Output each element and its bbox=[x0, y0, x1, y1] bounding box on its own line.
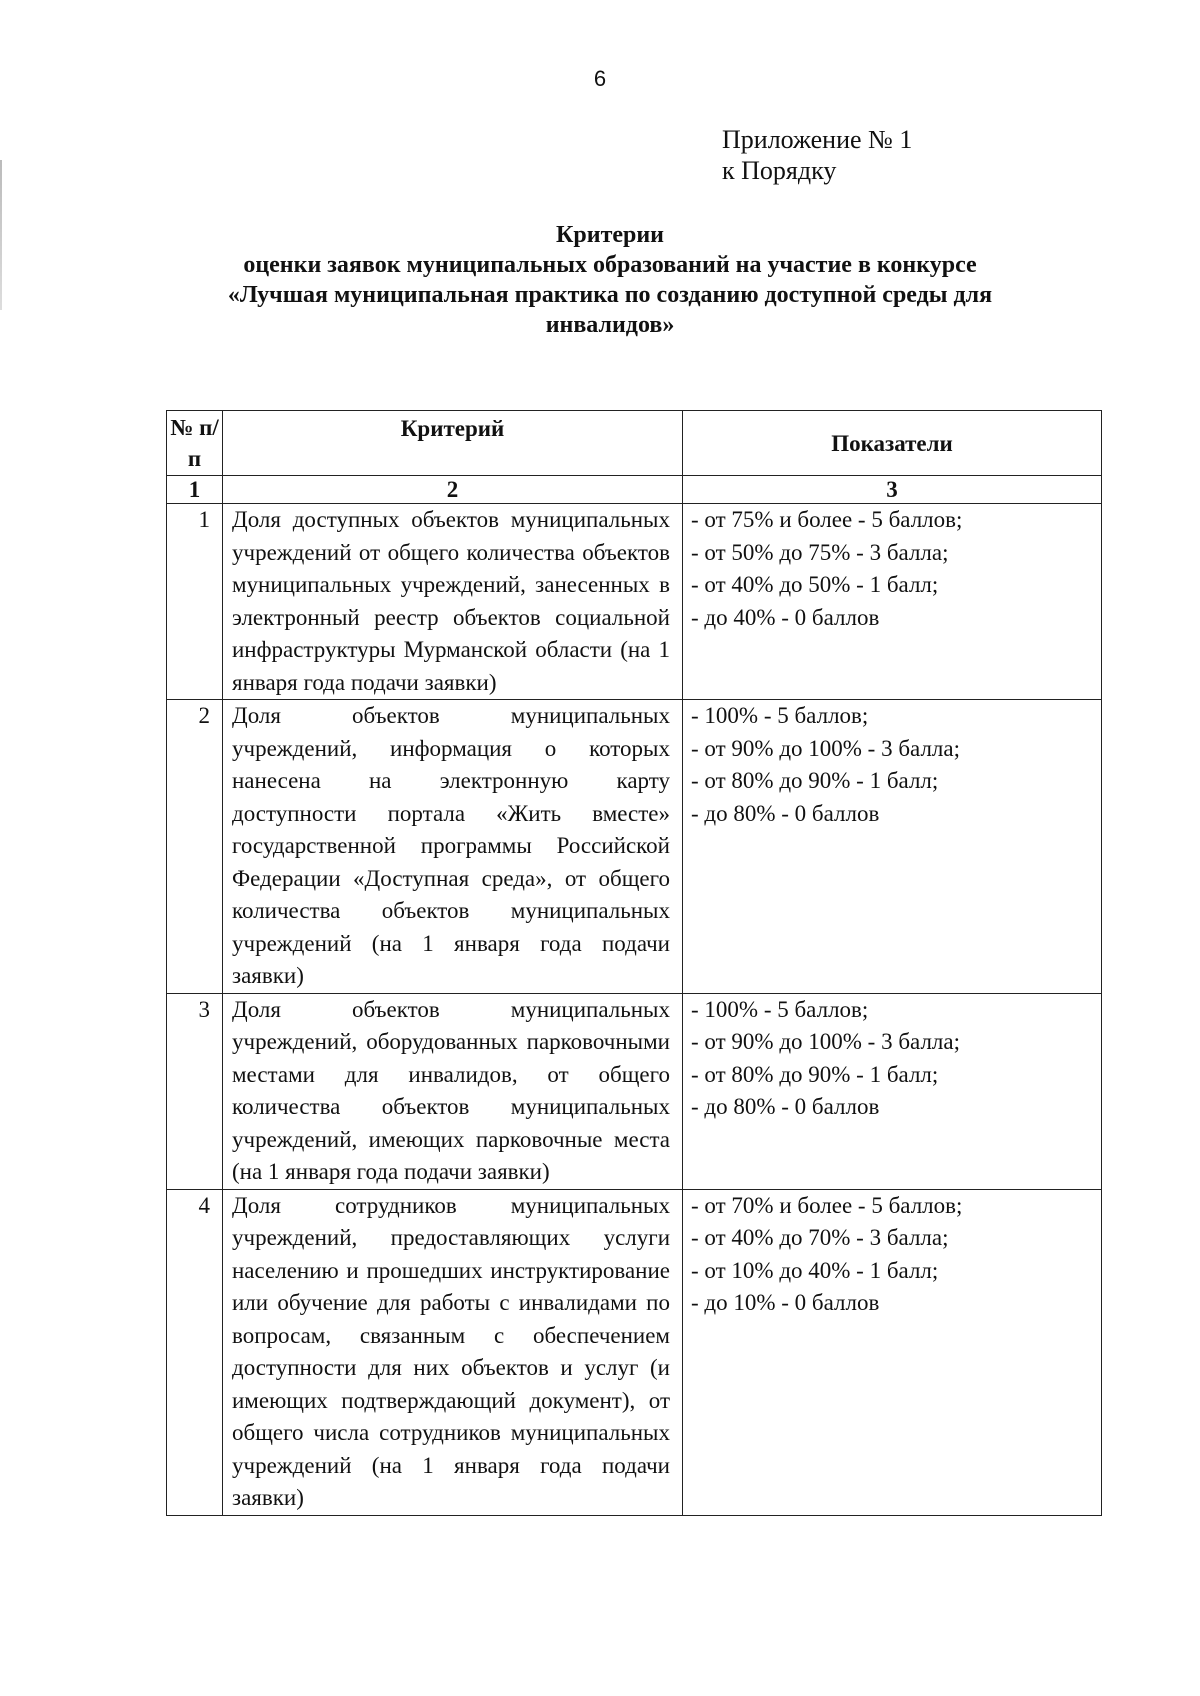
table-row bbox=[167, 993, 1102, 1189]
appendix-line-2: к Порядку bbox=[722, 156, 837, 185]
document-title bbox=[170, 220, 1050, 340]
title-line-2: оценки заявок муниципальных образований на участие в конкурсе bbox=[243, 252, 977, 278]
appendix-reference bbox=[722, 124, 912, 186]
indicator-line: - от 10% до 40% - 1 балл; bbox=[691, 1257, 939, 1283]
indicator-line: - от 70% и более - 5 баллов; bbox=[691, 1192, 963, 1218]
title-line-4: инвалидов» bbox=[545, 312, 675, 338]
row-indicators bbox=[683, 993, 1102, 1189]
indicator-line: - до 80% - 0 баллов bbox=[691, 1094, 880, 1119]
row-indicators bbox=[683, 700, 1102, 994]
header-indicators: Показатели bbox=[683, 411, 1102, 476]
appendix-line-1: Приложение № 1 bbox=[722, 125, 913, 154]
indicator-line: - до 80% - 0 баллов bbox=[691, 800, 880, 826]
row-indicators bbox=[683, 1189, 1102, 1515]
indicator-line: - от 80% до 90% - 1 балл; bbox=[691, 768, 939, 793]
indicator-line: - от 40% до 70% - 3 балла; bbox=[691, 1225, 949, 1250]
indicator-line: - 100% - 5 баллов; bbox=[691, 996, 869, 1022]
column-number-1: 1 bbox=[167, 476, 223, 504]
header-criterion: Критерий bbox=[223, 411, 683, 476]
row-criterion: Доля объектов муниципальных учреждений, оборудованных парковочными местами для инвалидов, от общего количества объектов муниципальных учреждений, имеющих парковочные места (на 1 января года подачи заявки) bbox=[223, 993, 683, 1189]
title-line-1: Критерии bbox=[555, 222, 665, 248]
table-row bbox=[167, 1189, 1102, 1515]
row-indicators bbox=[683, 504, 1102, 700]
indicator-line: - от 90% до 100% - 3 балла; bbox=[691, 1029, 961, 1054]
row-criterion: Доля объектов муниципальных учреждений, информация о которых нанесена на электронную карту доступности портала «Жить вместе» государственной программы Российской Федерации «Доступная среда», от общего количества объектов муниципальных учреждений (на 1 января года подачи заявки) bbox=[223, 700, 683, 994]
indicator-line: - от 40% до 50% - 1 балл; bbox=[691, 572, 939, 597]
row-criterion: Доля сотрудников муниципальных учреждений, предоставляющих услуги населению и прошедших инструктирование или обучение для работы с инвалидами по вопросам, связанным с обеспечением доступности для них объектов и услуг (и имеющих подтверждающий документ), от общего числа сотрудников муниципальных учреждений (на 1 января года подачи заявки) bbox=[223, 1189, 683, 1515]
row-number: 4 bbox=[167, 1189, 223, 1515]
scan-edge-mark bbox=[0, 160, 2, 310]
column-number-row bbox=[167, 476, 1102, 504]
indicator-line: - 100% - 5 баллов; bbox=[691, 703, 869, 728]
title-line-3: «Лучшая муниципальная практика по созданию доступной среды для bbox=[227, 282, 993, 308]
column-number-2: 2 bbox=[223, 476, 683, 504]
row-number: 3 bbox=[167, 993, 223, 1189]
table-header-row bbox=[167, 411, 1102, 476]
header-number: № п/п bbox=[167, 411, 223, 476]
page-number: 6 bbox=[593, 66, 607, 91]
table-row bbox=[167, 700, 1102, 994]
indicator-line: - от 50% до 75% - 3 балла; bbox=[691, 539, 949, 565]
column-number-3: 3 bbox=[683, 476, 1102, 504]
indicator-line: - до 10% - 0 баллов bbox=[691, 1290, 880, 1315]
row-number: 2 bbox=[167, 700, 223, 994]
indicator-line: - от 90% до 100% - 3 балла; bbox=[691, 735, 961, 761]
criteria-table bbox=[166, 410, 1102, 1516]
table-row bbox=[167, 504, 1102, 700]
row-number: 1 bbox=[167, 504, 223, 700]
row-criterion: Доля доступных объектов муниципальных учреждений от общего количества объектов муниципальных учреждений, занесенных в электронный реестр объектов социальной инфраструктуры Мурманской области (на 1 января года подачи заявки) bbox=[223, 504, 683, 700]
indicator-line: - от 80% до 90% - 1 балл; bbox=[691, 1061, 939, 1087]
indicator-line: - от 75% и более - 5 баллов; bbox=[691, 507, 963, 532]
indicator-line: - до 40% - 0 баллов bbox=[691, 604, 880, 630]
